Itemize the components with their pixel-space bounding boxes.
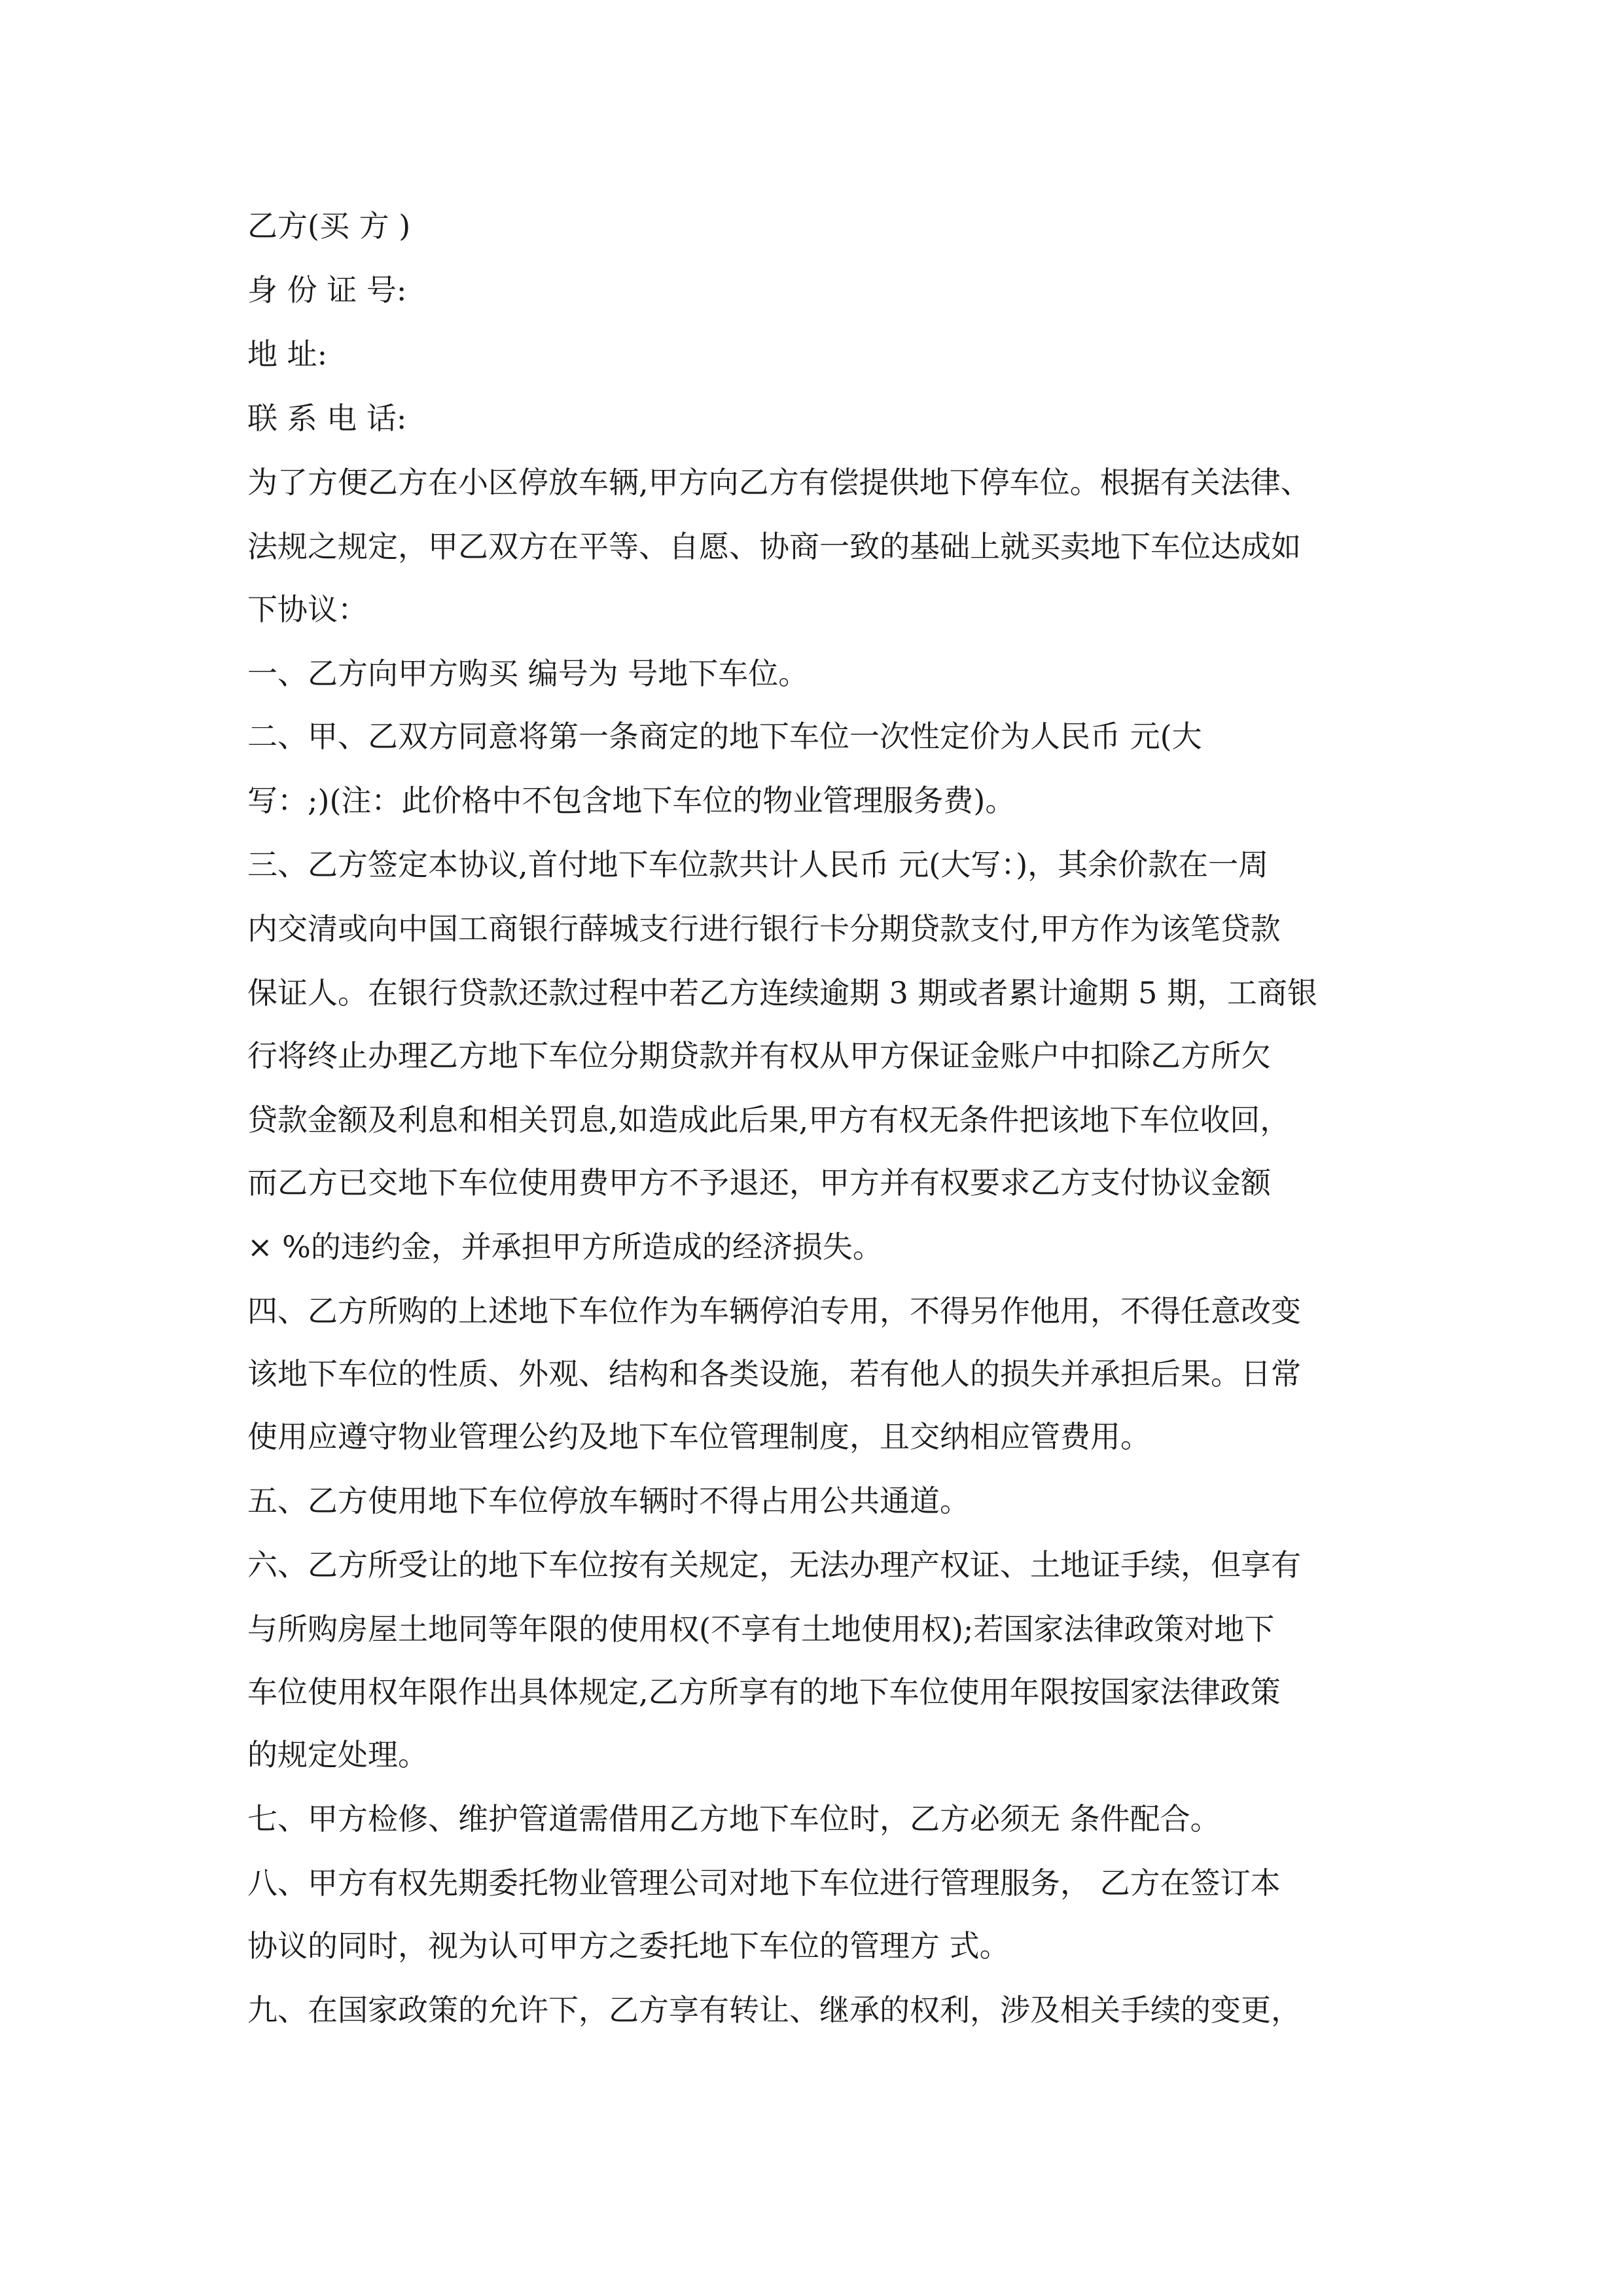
clause-7-line: 七、甲方检修、维护管道需借用乙方地下车位时，乙方必须无 条件配合。	[247, 1801, 1221, 1837]
address-label: 地 址:	[247, 336, 328, 372]
preamble-line: 为了方便乙方在小区停放车辆,甲方向乙方有偿提供地下停车位。根据有关法律、	[247, 465, 1311, 500]
id-number-label: 身 份 证 号:	[247, 272, 407, 308]
clause-4-line: 四、乙方所购的上述地下车位作为车辆停泊专用，不得另作他用，不得任意改变	[247, 1293, 1301, 1329]
clause-6-line: 六、乙方所受让的地下车位按有关规定，无法办理产权证、土地证手续，但享有	[247, 1547, 1301, 1583]
clause-4-line: 该地下车位的性质、外观、结构和各类设施，若有他人的损失并承担后果。日常	[247, 1356, 1301, 1391]
clause-2-line: 写：;)(注：此价格中不包含地下车位的物业管理服务费)。	[247, 783, 1016, 818]
clause-8-line: 八、甲方有权先期委托物业管理公司对地下车位进行管理服务， 乙方在签订本	[247, 1865, 1281, 1901]
clause-3-line: 保证人。在银行贷款还款过程中若乙方连续逾期 3 期或者累计逾期 5 期，工商银	[247, 975, 1318, 1011]
clause-5-line: 五、乙方使用地下车位停放车辆时不得占用公共通道。	[247, 1483, 970, 1518]
clause-3-line: 行将终止办理乙方地下车位分期贷款并有权从甲方保证金账户中扣除乙方所欠	[247, 1038, 1271, 1073]
clause-3-line: 三、乙方签定本协议,首付地下车位款共计人民币 元(大写：)，其余价款在一周	[247, 847, 1269, 882]
clause-6-line: 车位使用权年限作出具体规定,乙方所享有的地下车位使用年限按国家法律政策	[247, 1674, 1281, 1710]
phone-label: 联 系 电 话:	[247, 401, 407, 436]
clause-3-line: 贷款金额及利息和相关罚息,如造成此后果,甲方有权无条件把该地下车位收回，	[247, 1102, 1291, 1138]
clause-3-line: 内交清或向中国工商银行薛城支行进行银行卡分期贷款支付,甲方作为该笔贷款	[247, 911, 1281, 946]
clause-4-line: 使用应遵守物业管理公约及地下车位管理制度，且交纳相应管费用。	[247, 1419, 1150, 1454]
clause-8-line: 协议的同时，视为认可甲方之委托地下车位的管理方 式。	[247, 1928, 1010, 1964]
clause-2-line: 二、甲、乙双方同意将第一条商定的地下车位一次性定价为人民币 元(大	[247, 719, 1202, 754]
clause-1-line: 一、乙方向甲方购买 编号为 号地下车位。	[247, 656, 809, 691]
clause-9-line: 九、在国家政策的允许下，乙方享有转让、继承的权利，涉及相关手续的变更，	[247, 1992, 1301, 2028]
clause-3-line: × %的违约金，并承担甲方所造成的经济损失。	[247, 1229, 883, 1265]
buyer-label: 乙方(买 方 )	[247, 208, 411, 243]
preamble-line: 法规之规定，甲乙双方在平等、自愿、协商一致的基础上就买卖地下车位达成如	[247, 529, 1301, 564]
clause-6-line: 的规定处理。	[247, 1737, 428, 1772]
clause-3-line: 而乙方已交地下车位使用费甲方不予退还，甲方并有权要求乙方支付协议金额	[247, 1165, 1271, 1200]
clause-6-line: 与所购房屋土地同等年限的使用权(不享有土地使用权);若国家法律政策对地下	[247, 1611, 1275, 1647]
preamble-line: 下协议：	[247, 592, 368, 627]
